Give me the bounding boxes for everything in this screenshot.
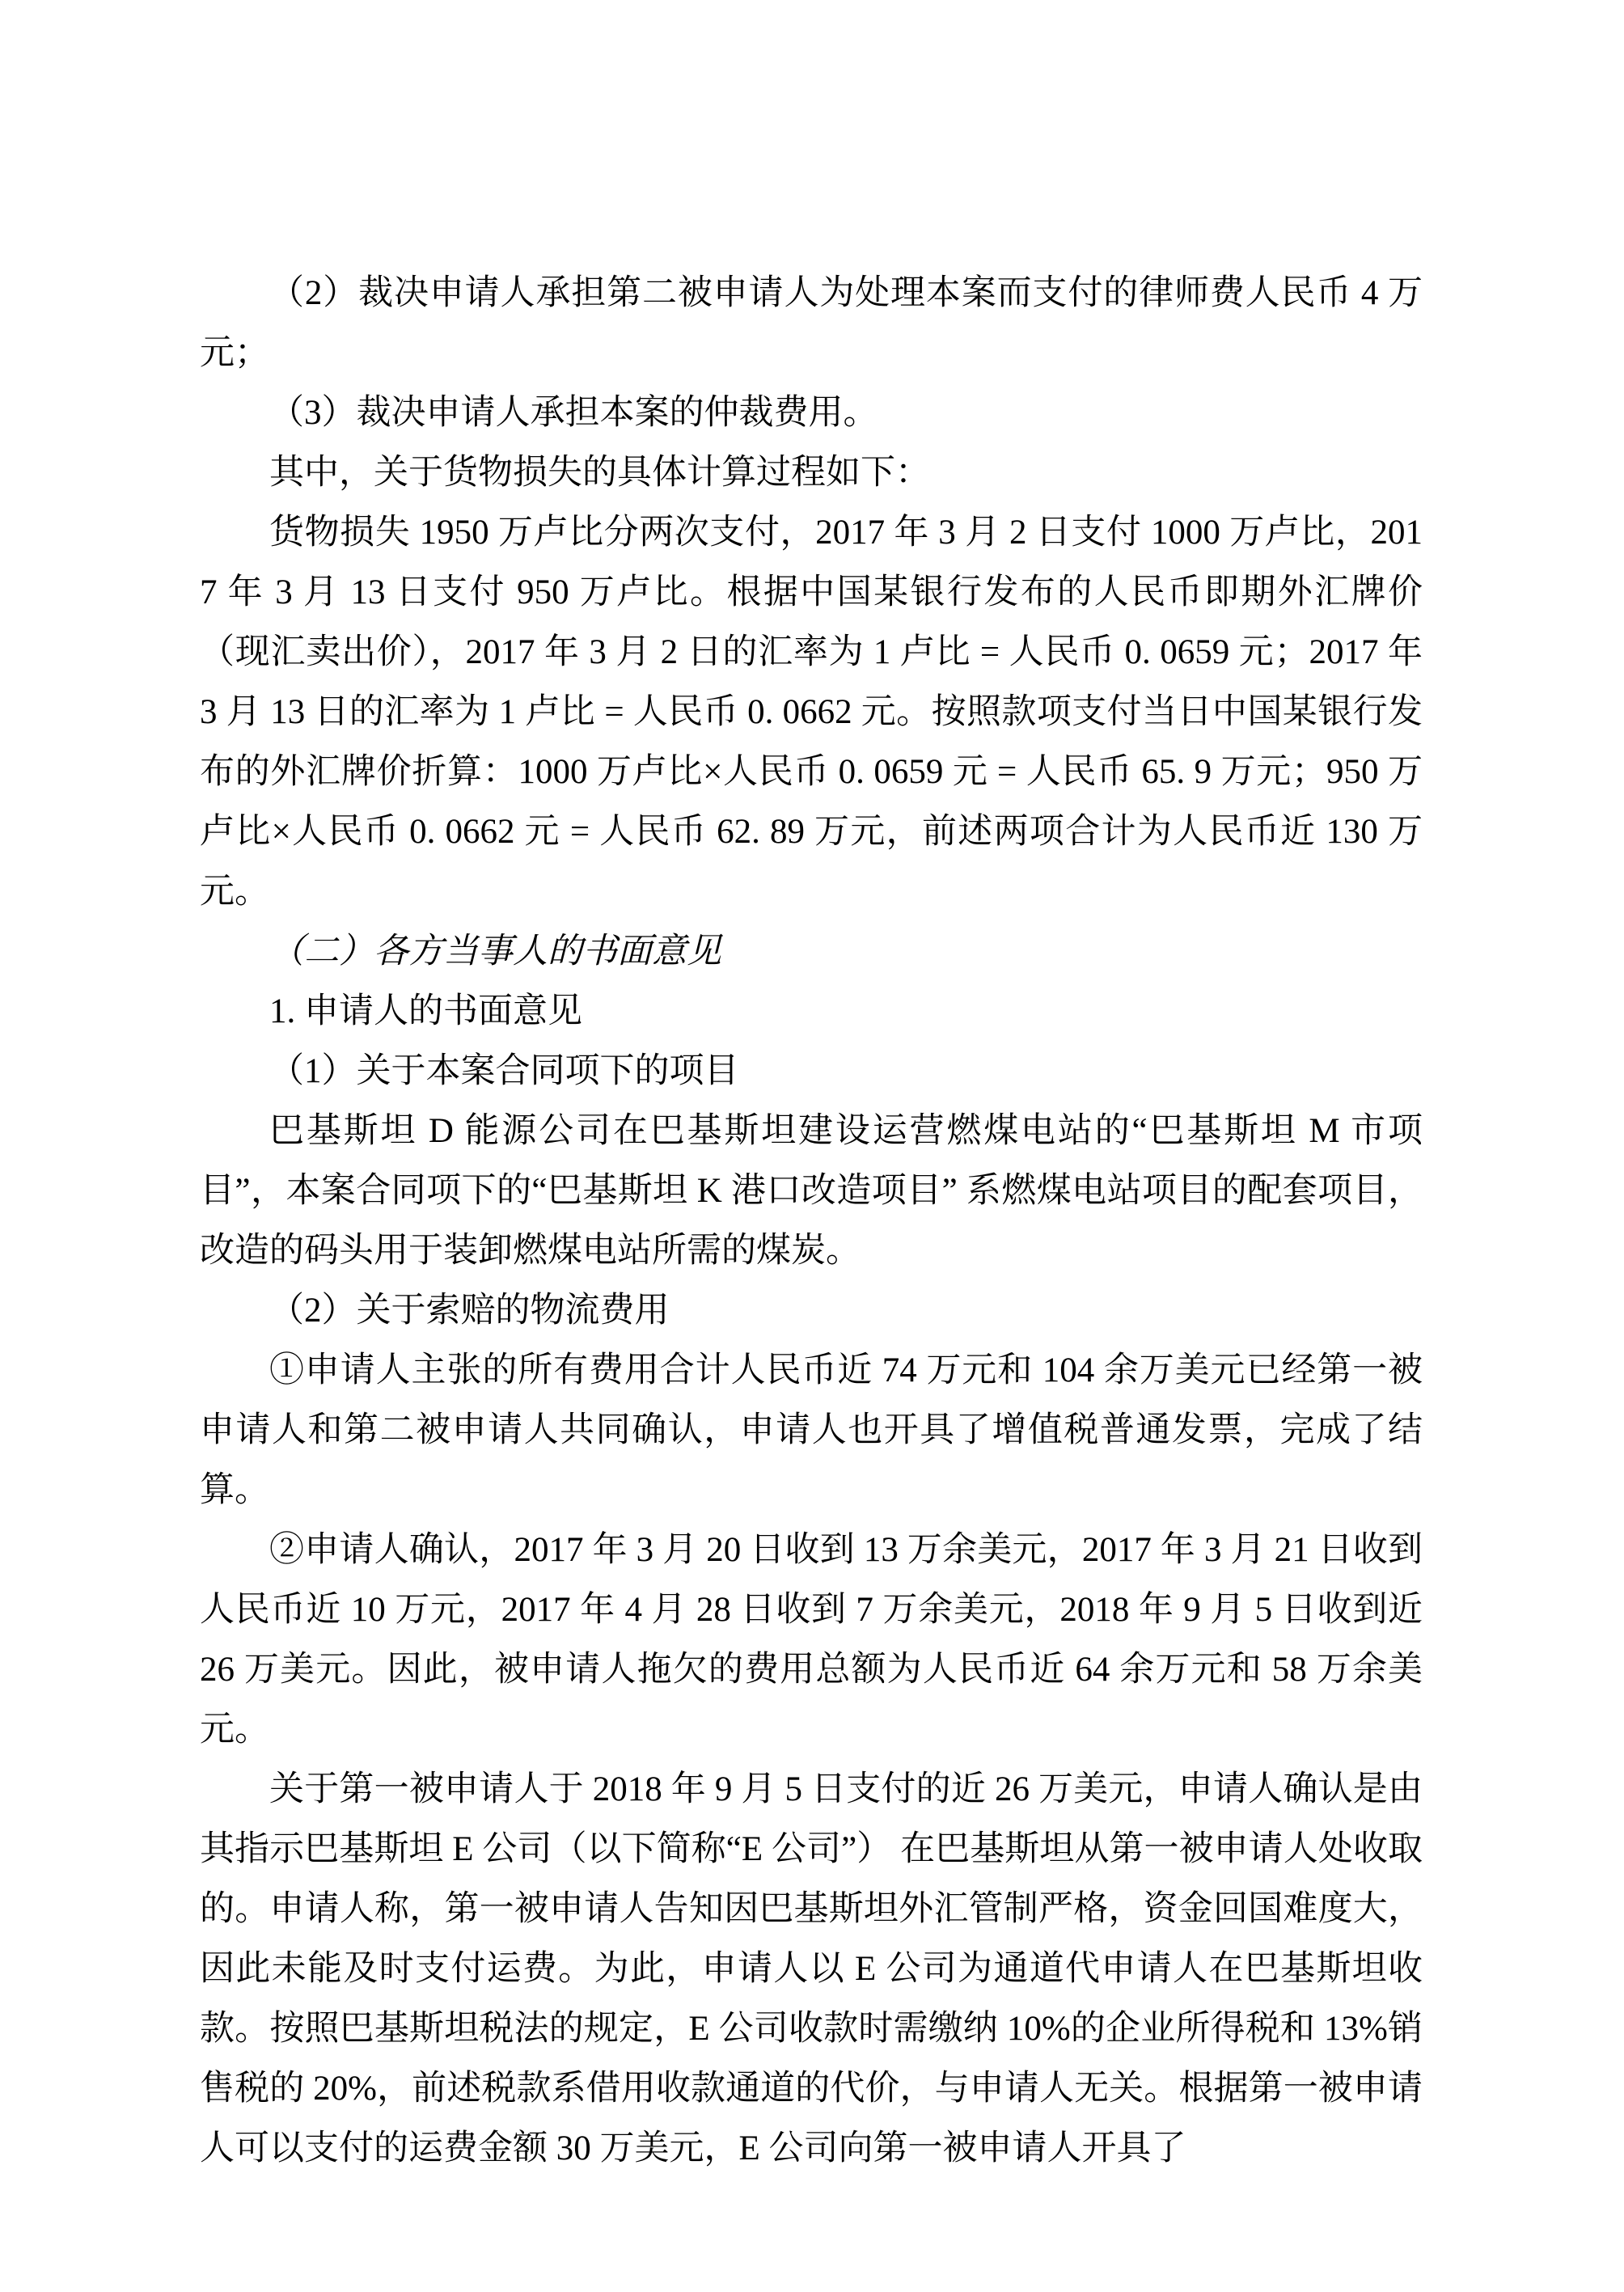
- item-1-contract-project: （1）关于本案合同项下的项目: [269, 1052, 739, 1090]
- ruling-item-2: （2）裁决申请人承担第二被申请人为处理本案而支付的律师费人民币 4 万元；: [200, 274, 1423, 372]
- document-body: [200, 264, 1423, 2179]
- calculation-intro: 其中，关于货物损失的具体计算过程如下：: [269, 454, 930, 492]
- claim-point-2: ②申请人确认，2017 年 3 月 20 日收到 13 万余美元，2017 年 3 月 21 日收到人民币近 10 万元，2017 年 4 月 28 日收到 7 万余美元，2018 年 9 月 5 日收到近 26 万美元。因此，被申请人拖欠的费用总额为人民币近 64 余万元和 58 万余美元。: [200, 1531, 1423, 1749]
- item-2-logistics-fees: （2）关于索赔的物流费用: [269, 1292, 670, 1330]
- subsection-applicant-written-opinion: 1. 申请人的书面意见: [269, 992, 582, 1030]
- claim-point-1: ①申请人主张的所有费用合计人民币近 74 万元和 104 余万美元已经第一被申请人和第二被申请人共同确认，申请人也开具了增值税普通发票，完成了结算。: [200, 1351, 1423, 1509]
- payment-explanation: 关于第一被申请人于 2018 年 9 月 5 日支付的近 26 万美元，申请人确认是由其指示巴基斯坦 E 公司（以下简称“E 公司”） 在巴基斯坦从第一被申请人处收取的。申请人称，第一被申请人告知因巴基斯坦外汇管制严格，资金回国难度大，因此未能及时支付运费。为此，申请人以 E 公司为通道代申请人在巴基斯坦收款。按照巴基斯坦税法的规定，E 公司收款时需缴纳 10%的企业所得税和 13%销售税的 20%，前述税款系借用收款通道的代价，与申请人无关。根据第一被申请人可以支付的运费金额 30 万美元，E 公司向第一被申请人开具了: [200, 1770, 1423, 2167]
- section-heading-written-opinions: （二）各方当事人的书面意见: [269, 932, 721, 971]
- ruling-item-3: （3）裁决申请人承担本案的仲裁费用。: [269, 394, 878, 432]
- calculation-detail: 货物损失 1950 万卢比分两次支付，2017 年 3 月 2 日支付 1000 万卢比，2017 年 3 月 13 日支付 950 万卢比。根据中国某银行发布的人民币即期外汇牌价（现汇卖出价），2017 年 3 月 2 日的汇率为 1 卢比 = 人民币 0. 0659 元；2017 年 3 月 13 日的汇率为 1 卢比 = 人民币 0. 0662 元。按照款项支付当日中国某银行发布的外汇牌价折算：1000 万卢比×人民币 0. 0659 元 = 人民币 65. 9 万元；950 万卢比×人民币 0. 0662 元 = 人民币 62. 89 万元，前述两项合计为人民币近 130 万元。: [200, 514, 1423, 911]
- project-description: 巴基斯坦 D 能源公司在巴基斯坦建设运营燃煤电站的“巴基斯坦 M 市项目”，本案合同项下的“巴基斯坦 K 港口改造项目” 系燃煤电站项目的配套项目，改造的码头用于装卸燃煤电站所需的煤炭。: [200, 1112, 1423, 1270]
